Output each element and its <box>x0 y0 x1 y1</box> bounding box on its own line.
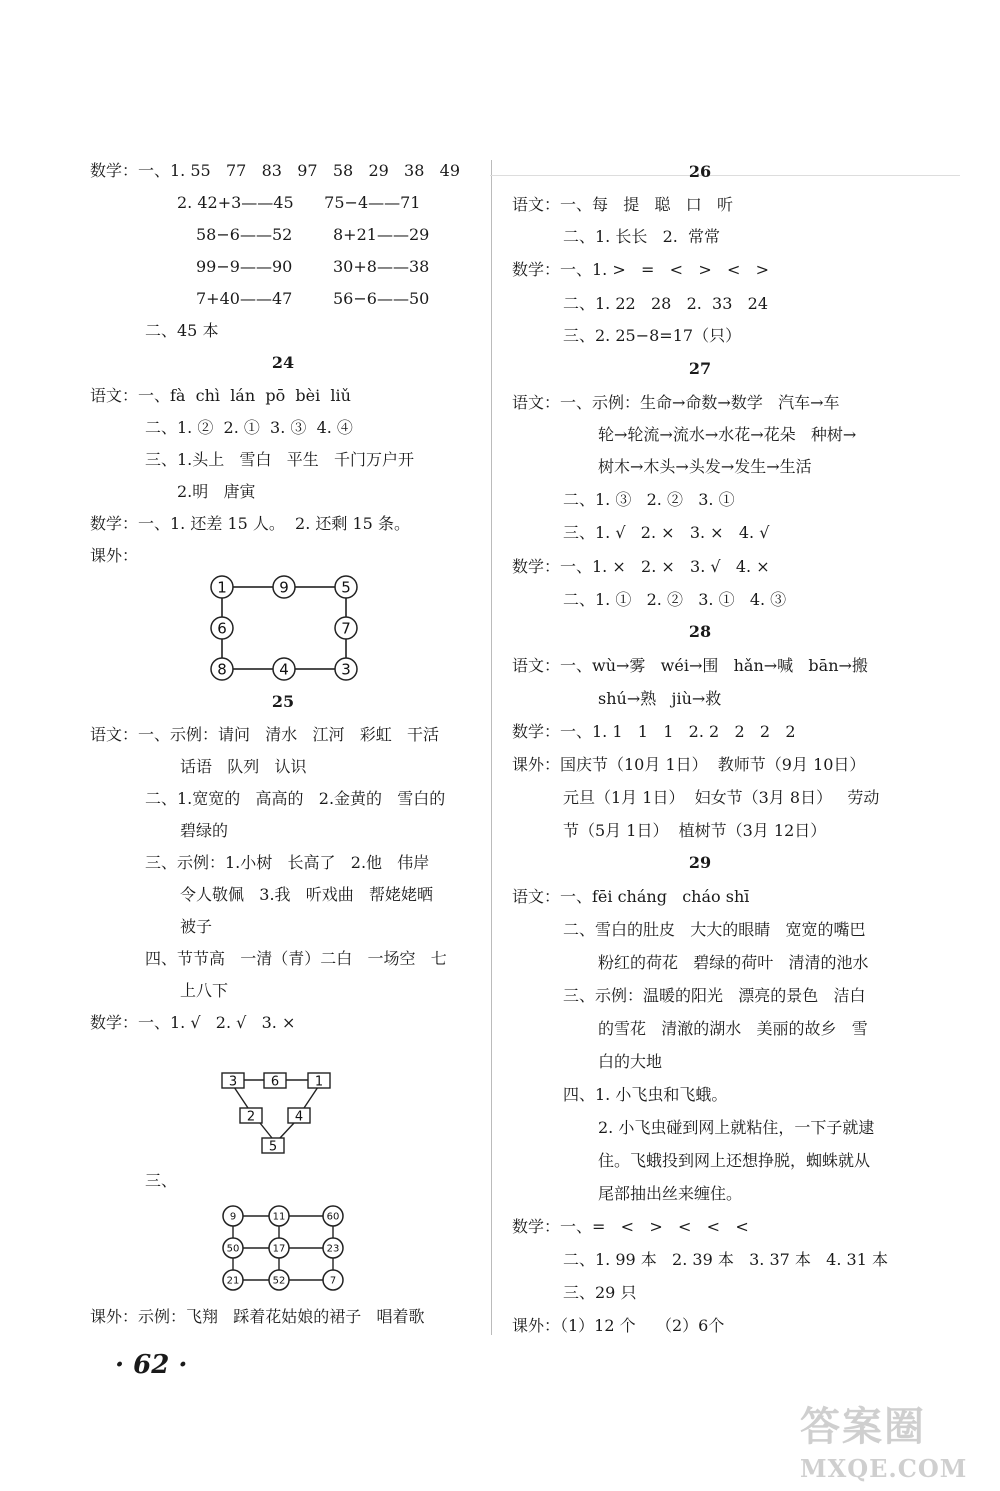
diagram-node-label: 23 <box>326 1243 340 1255</box>
answer-line: 令人敬佩 3.我 听戏曲 帮姥姥晒 <box>180 885 434 904</box>
answer-line: 粉红的荷花 碧绿的荷叶 清清的池水 <box>598 953 869 972</box>
diagram-node-label: 5 <box>268 1139 278 1155</box>
answer-line: 白的大地 <box>598 1052 663 1071</box>
section-heading: 27 <box>688 359 712 378</box>
answer-line: 课外：国庆节（10月 1日） 教师节（9月 10日） <box>512 755 866 774</box>
answer-line: 三、29 只 <box>563 1283 637 1302</box>
section-heading: 26 <box>688 162 712 181</box>
answer-line: 语文：一、示例：请问 清水 江河 彩虹 干活 <box>90 725 440 744</box>
diagram-node-label: 5 <box>341 578 351 597</box>
answer-line: 7+40——47 56−6——50 <box>196 289 430 308</box>
diagram-node-label: 17 <box>272 1243 286 1255</box>
diagram-node-label: 4 <box>279 660 289 679</box>
answer-line: 二、1. 长长 2. 常常 <box>563 227 721 246</box>
answer-line: 二、1. ② 2. ① 3. ③ 4. ④ <box>145 418 353 437</box>
section-heading: 28 <box>688 622 712 641</box>
diagram-node-label: 1 <box>314 1074 324 1090</box>
answer-line: 的雪花 清澈的湖水 美丽的故乡 雪 <box>598 1019 868 1038</box>
answer-line: 课外：（1）12 个 （2）6个 <box>512 1316 725 1335</box>
diagram-node-label: 4 <box>294 1109 304 1125</box>
answer-line: 节（5月 1日） 植树节（3月 12日） <box>563 821 827 840</box>
answer-line: 99−9——90 30+8——38 <box>196 257 430 276</box>
circle-square-diagram <box>200 570 370 688</box>
answer-line: 三、示例：1.小树 长高了 2.他 伟岸 <box>145 853 430 872</box>
answer-line: 四、1. 小飞虫和飞蛾。 <box>563 1085 728 1104</box>
answer-line: 语文：一、fēi cháng cháo shī <box>512 887 750 906</box>
answer-line: 数学：一、= < > < < < <box>512 1217 749 1236</box>
top-rule <box>490 175 960 176</box>
answer-line: 数学：一、1. 1 1 1 2. 2 2 2 2 <box>512 722 796 741</box>
answer-line: 数学：一、1. 55 77 83 97 58 29 38 49 <box>90 161 461 180</box>
answer-line: 三、2. 25−8=17（只） <box>563 326 742 345</box>
answer-line: 三、 <box>145 1171 178 1190</box>
section-heading: 24 <box>271 353 295 372</box>
answer-line: 二、1. 22 28 2. 33 24 <box>563 294 769 313</box>
answer-line: 元旦（1月 1日） 妇女节（3月 8日） 劳动 <box>563 788 880 807</box>
diagram-node-label: 21 <box>226 1275 240 1287</box>
watermark-text: 答案圈 <box>800 1403 926 1450</box>
answer-line: 话语 队列 认识 <box>180 757 307 776</box>
column-divider <box>491 160 492 1335</box>
answer-line: 课外：示例：飞翔 踩着花姑娘的裙子 唱着歌 <box>90 1307 425 1326</box>
diagram-node-label: 1 <box>217 578 227 597</box>
diagram-node-label: 6 <box>217 619 227 638</box>
answer-line: 被子 <box>180 917 213 936</box>
answer-line: 语文：一、示例：生命→命数→数学 汽车→车 <box>512 393 840 412</box>
answer-line: shú→熟 jiù→救 <box>598 689 722 708</box>
answer-line: 课外： <box>90 546 139 565</box>
answer-line: 尾部抽出丝来缠住。 <box>598 1184 743 1203</box>
diagram-node-label: 60 <box>326 1211 340 1223</box>
answer-line: 四、节节高 一清（青）二白 一场空 七 <box>145 949 447 968</box>
diagram-node-label: 9 <box>279 578 289 597</box>
diagram-node-label: 8 <box>217 660 227 679</box>
answer-line: 数学：一、1. > = < > < > <box>512 260 770 279</box>
answer-line: 三、示例：温暖的阳光 漂亮的景色 洁白 <box>563 986 866 1005</box>
answer-line: 上八下 <box>180 981 229 1000</box>
section-heading: 29 <box>688 853 712 872</box>
answer-line: 2. 小飞虫碰到网上就粘住，一下子就逮 <box>598 1118 875 1137</box>
answer-line: 三、1. √ 2. × 3. × 4. √ <box>563 523 770 542</box>
circle-grid-diagram <box>215 1200 353 1300</box>
answer-line: 二、1.宽宽的 高高的 2.金黄的 雪白的 <box>145 789 446 808</box>
answer-line: 住。飞蛾投到网上还想挣脱，蜘蛛就从 <box>598 1151 871 1170</box>
answer-line: 58−6——52 8+21——29 <box>196 225 430 244</box>
answer-line: 碧绿的 <box>180 821 229 840</box>
diagram-node-label: 52 <box>272 1275 286 1287</box>
answer-line: 二、雪白的肚皮 大大的眼睛 宽宽的嘴巴 <box>563 920 866 939</box>
box-triangle-diagram <box>210 1072 350 1160</box>
diagram-node-label: 3 <box>341 660 351 679</box>
section-heading: 25 <box>271 692 295 711</box>
answer-line: 二、1. 99 本 2. 39 本 3. 37 本 4. 31 本 <box>563 1250 888 1269</box>
watermark-logo <box>800 1395 990 1485</box>
diagram-node-label: 50 <box>226 1243 240 1255</box>
watermark-url: MXQE.COM <box>800 1454 968 1483</box>
diagram-node-label: 9 <box>229 1211 237 1223</box>
answer-line: 2.明 唐寅 <box>177 482 256 501</box>
diagram-node-label: 2 <box>246 1109 256 1125</box>
answer-line: 二、1. ① 2. ② 3. ① 4. ③ <box>563 590 787 609</box>
answer-line: 轮→轮流→流水→水花→花朵 种树→ <box>598 425 857 444</box>
diagram-node-label: 7 <box>329 1275 337 1287</box>
answer-line: 数学：一、1. √ 2. √ 3. × <box>90 1013 296 1032</box>
answer-line: 三、1.头上 雪白 平生 千门万户开 <box>145 450 415 469</box>
answer-line: 语文：一、每 提 聪 口 听 <box>512 195 734 214</box>
diagram-node-label: 3 <box>228 1074 238 1090</box>
page-number: · 62 · <box>115 1350 188 1380</box>
answer-line: 数学：一、1. × 2. × 3. √ 4. × <box>512 557 770 576</box>
answer-line: 语文：一、fà chì lán pō bèi liǔ <box>90 386 351 405</box>
diagram-node-label: 11 <box>272 1211 286 1223</box>
answer-line: 二、1. ③ 2. ② 3. ① <box>563 490 735 509</box>
diagram-node-label: 7 <box>341 619 351 638</box>
answer-line: 语文：一、wù→雾 wéi→围 hǎn→喊 bān→搬 <box>512 656 868 675</box>
answer-line: 树木→木头→头发→发生→生活 <box>598 457 812 476</box>
answer-line: 2. 42+3——45 75−4——71 <box>177 193 421 212</box>
answer-line: 二、45 本 <box>145 321 219 340</box>
diagram-node-label: 6 <box>270 1074 280 1090</box>
answer-line: 数学：一、1. 还差 15 人。 2. 还剩 15 条。 <box>90 514 410 533</box>
